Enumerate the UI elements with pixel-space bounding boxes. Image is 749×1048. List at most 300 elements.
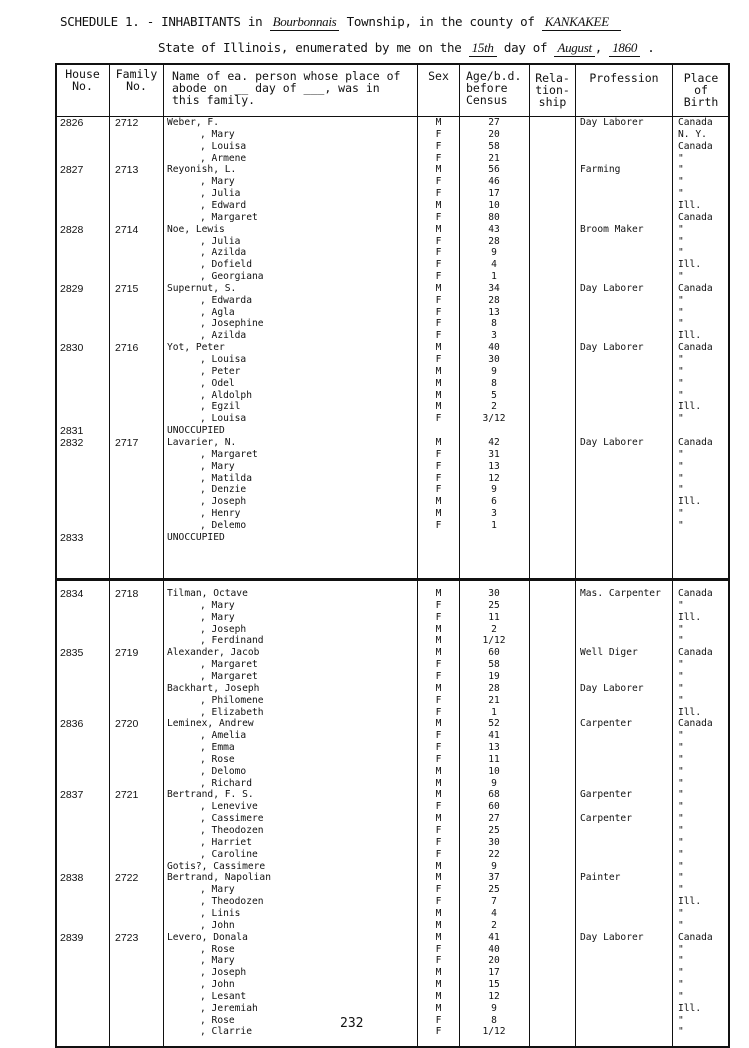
family-number: 2723 — [115, 931, 139, 944]
col-header-house: House No. — [65, 67, 100, 93]
sex-value: M — [435, 377, 442, 389]
schedule-title-line — [60, 14, 621, 31]
profession-value: Carpenter — [580, 718, 632, 730]
house-number: 2833 — [60, 531, 84, 544]
person-name: , Mary — [200, 884, 235, 896]
person-name: , Rose — [200, 1014, 235, 1026]
birth-place-value: Ill. — [678, 896, 702, 908]
sex-value: M — [435, 199, 442, 211]
age-value: 22 — [488, 848, 500, 860]
age-value: 1/12 — [482, 635, 506, 647]
age-value: 56 — [488, 164, 500, 176]
person-name: , Theodozen — [200, 825, 264, 836]
sex-value: F — [435, 294, 442, 306]
person-name: , Theodozen — [200, 896, 264, 908]
sex-value: M — [435, 365, 442, 377]
age-value: 21 — [488, 152, 500, 164]
person-name: , Lenevive — [200, 801, 258, 813]
profession-value: Day Laborer — [580, 282, 644, 294]
age-value: 58 — [488, 140, 500, 152]
age-value: 12 — [488, 990, 500, 1002]
house-number: 2830 — [60, 342, 84, 355]
sex-value: F — [435, 448, 442, 460]
birth-place-value: " — [678, 872, 684, 884]
sex-value: F — [435, 694, 442, 706]
birth-place-value: " — [678, 907, 684, 919]
sex-value: F — [435, 836, 442, 848]
col-header-family: Family No. — [115, 67, 158, 93]
birth-place-value: Canada — [678, 140, 713, 152]
person-name: , John — [200, 919, 235, 931]
birth-place-value: " — [678, 836, 684, 848]
person-name: , Joseph — [200, 623, 247, 635]
person-name: , Harriet — [200, 836, 252, 848]
birth-place-value: " — [678, 389, 684, 401]
person-name: , Agla — [200, 306, 235, 318]
family-number: 2719 — [115, 647, 139, 660]
birth-place-value: " — [678, 635, 684, 647]
birth-place-value: " — [678, 247, 684, 259]
birth-place-value: " — [678, 294, 684, 306]
sex-value: F — [435, 235, 442, 247]
birth-place-value: " — [678, 377, 684, 389]
sex-value: F — [435, 413, 442, 425]
sex-value: M — [435, 765, 442, 777]
age-value: 1/12 — [482, 1026, 506, 1038]
sex-value: M — [435, 872, 442, 884]
col-header-birth-place: Place of Birth — [683, 71, 719, 109]
sex-value: M — [435, 117, 442, 128]
birth-place-value: Canada — [678, 342, 713, 354]
age-value: 27 — [488, 813, 500, 825]
person-name: , Joseph — [200, 967, 247, 979]
day-field: 15th — [469, 40, 497, 57]
person-name: , John — [200, 979, 235, 991]
person-name: , Delomo — [200, 765, 247, 777]
col-sep-7 — [672, 63, 673, 1048]
birth-place-value: " — [678, 508, 684, 520]
house-number: 2829 — [60, 282, 84, 295]
house-number: 2832 — [60, 436, 84, 449]
sex-value: F — [435, 211, 442, 223]
sex-value: M — [435, 401, 442, 413]
sex-value: F — [435, 706, 442, 718]
person-name: , Louisa — [200, 354, 247, 365]
sex-value: F — [435, 152, 442, 164]
birth-place-value: " — [678, 884, 684, 896]
person-name: Lavarier, N. — [167, 436, 237, 448]
birth-place-value: " — [678, 682, 684, 694]
house-number: 2834 — [60, 588, 84, 600]
age-value: 28 — [488, 235, 500, 247]
age-value: 2 — [491, 919, 497, 931]
person-name: , Joseph — [200, 496, 247, 508]
col-header-name: Name of ea. person whose place of abode on __ day of ___, was in this family. — [172, 69, 401, 107]
family-number: 2722 — [115, 872, 139, 885]
house-number: 2826 — [60, 117, 84, 129]
birth-place-value: " — [678, 1014, 684, 1026]
person-name: Gotis?, Cassimere — [167, 860, 266, 872]
birth-place-value: Canada — [678, 436, 713, 448]
birth-place-value: " — [678, 306, 684, 318]
person-name: Yot, Peter — [167, 342, 225, 354]
sex-value: M — [435, 223, 442, 235]
person-name: , Armene — [200, 152, 247, 164]
profession-value: Well Diger — [580, 647, 638, 659]
birth-place-value: Ill. — [678, 496, 702, 508]
enumeration-prefix: State of Illinois, enumerated by me on the — [158, 40, 462, 55]
person-name: , Margaret — [200, 659, 258, 671]
sex-value: M — [435, 813, 442, 825]
age-value: 19 — [488, 670, 500, 682]
age-value: 5 — [491, 389, 497, 401]
age-value: 1 — [491, 519, 497, 531]
family-number: 2713 — [115, 164, 139, 177]
age-value: 13 — [488, 742, 500, 754]
sex-value: F — [435, 188, 442, 200]
person-name: , Denzie — [200, 484, 247, 496]
enumeration-line: State of Illinois, enumerated by me on the 15th day of August , 1860 . — [158, 40, 655, 55]
age-value: 46 — [488, 176, 500, 188]
sex-value: F — [435, 884, 442, 896]
house-number: 2827 — [60, 164, 84, 177]
person-name: , Odel — [200, 377, 235, 389]
person-name: , Cassimere — [200, 813, 264, 825]
age-value: 13 — [488, 460, 500, 472]
house-number: 2831 — [60, 425, 84, 438]
person-name: Weber, F. — [167, 117, 219, 128]
birth-place-value: Canada — [678, 588, 713, 599]
family-number: 2718 — [115, 588, 139, 600]
person-name: Tilman, Octave — [167, 588, 248, 599]
person-name: , Azilda — [200, 247, 247, 259]
age-value: 41 — [488, 931, 500, 943]
sex-value: F — [435, 1014, 442, 1026]
birth-place-value: " — [678, 825, 684, 836]
person-name: , Edward — [200, 199, 247, 211]
birth-place-value: " — [678, 223, 684, 235]
birth-place-value: " — [678, 152, 684, 164]
col-sep-2 — [163, 63, 164, 1048]
birth-place-value: Canada — [678, 931, 713, 943]
age-value: 4 — [491, 907, 497, 919]
birth-place-value: Ill. — [678, 706, 702, 718]
age-value: 17 — [488, 188, 500, 200]
birth-place-value: " — [678, 176, 684, 188]
month-field: August — [554, 40, 594, 57]
col-sep-5 — [529, 63, 530, 1048]
age-value: 42 — [488, 436, 500, 448]
age-value: 9 — [491, 777, 497, 789]
age-value: 25 — [488, 884, 500, 896]
person-name: , Georgiana — [200, 271, 264, 283]
person-name: , Margaret — [200, 211, 258, 223]
person-name: Levero, Donala — [167, 931, 248, 943]
col-sep-1 — [109, 63, 110, 1048]
sex-value: M — [435, 635, 442, 647]
sex-value: F — [435, 825, 442, 836]
birth-place-value: N. Y. — [678, 128, 707, 140]
profession-value: Day Laborer — [580, 436, 644, 448]
age-value: 8 — [491, 377, 497, 389]
sex-value: M — [435, 789, 442, 801]
age-value: 7 — [491, 896, 497, 908]
person-name: , Richard — [200, 777, 252, 789]
age-value: 11 — [488, 753, 500, 765]
census-table-top — [55, 63, 730, 581]
sex-value: F — [435, 128, 442, 140]
person-name: , Edwarda — [200, 294, 252, 306]
age-value: 60 — [488, 801, 500, 813]
sex-value: F — [435, 611, 442, 623]
birth-place-value: Ill. — [678, 259, 702, 271]
person-name: , Amelia — [200, 730, 247, 742]
age-value: 9 — [491, 860, 497, 872]
person-name: Noe, Lewis — [167, 223, 225, 235]
person-name: , Peter — [200, 365, 241, 377]
person-name: , Dofield — [200, 259, 252, 271]
family-number: 2717 — [115, 436, 139, 449]
family-number: 2720 — [115, 718, 139, 731]
person-name: Supernut, S. — [167, 282, 237, 294]
age-value: 30 — [488, 836, 500, 848]
person-name: , Jeremiah — [200, 1002, 258, 1014]
birth-place-value: " — [678, 765, 684, 777]
birth-place-value: Ill. — [678, 1002, 702, 1014]
sex-value: F — [435, 896, 442, 908]
sex-value: F — [435, 848, 442, 860]
birth-place-value: " — [678, 271, 684, 283]
person-name: , Clarrie — [200, 1026, 252, 1038]
person-name: , Egzil — [200, 401, 241, 413]
birth-place-value: Canada — [678, 647, 713, 659]
birth-place-value: " — [678, 484, 684, 496]
age-value: 10 — [488, 765, 500, 777]
age-value: 11 — [488, 611, 500, 623]
age-value: 28 — [488, 682, 500, 694]
birth-place-value: " — [678, 860, 684, 872]
profession-value: Day Laborer — [580, 682, 644, 694]
person-name: , Julia — [200, 188, 241, 200]
birth-place-value: Ill. — [678, 330, 702, 342]
age-value: 60 — [488, 647, 500, 659]
age-value: 20 — [488, 955, 500, 967]
age-value: 9 — [491, 247, 497, 259]
birth-place-value: " — [678, 164, 684, 176]
sex-value: M — [435, 777, 442, 789]
age-value: 6 — [491, 496, 497, 508]
person-name: , Mary — [200, 611, 235, 623]
age-value: 3 — [491, 330, 497, 342]
profession-value: Carpenter — [580, 813, 632, 825]
family-number: 2714 — [115, 223, 139, 236]
sex-value: M — [435, 979, 442, 991]
age-value: 9 — [491, 484, 497, 496]
person-name: Reyonish, L. — [167, 164, 237, 176]
sex-value: F — [435, 318, 442, 330]
page-number: 232 — [340, 1016, 364, 1031]
person-name: , Azilda — [200, 330, 247, 342]
enumeration-end: . — [647, 40, 655, 55]
profession-value: Garpenter — [580, 789, 632, 801]
sex-value: M — [435, 990, 442, 1002]
birth-place-value: " — [678, 990, 684, 1002]
sex-value: F — [435, 955, 442, 967]
birth-place-value: Canada — [678, 117, 713, 128]
profession-value: Day Laborer — [580, 931, 644, 943]
age-value: 41 — [488, 730, 500, 742]
profession-value: Broom Maker — [580, 223, 644, 235]
col-header-age: Age/b.d. before Census — [466, 69, 522, 107]
profession-value: Mas. Carpenter — [580, 588, 661, 599]
profession-value: Day Laborer — [580, 117, 644, 128]
age-value: 80 — [488, 211, 500, 223]
age-value: 20 — [488, 128, 500, 140]
col-sep-6 — [575, 63, 576, 1048]
sex-value: F — [435, 730, 442, 742]
col-header-profession: Profession — [589, 71, 659, 85]
age-value: 30 — [488, 354, 500, 365]
birth-place-value: " — [678, 448, 684, 460]
sex-value: M — [435, 342, 442, 354]
sex-value: F — [435, 801, 442, 813]
birth-place-value: " — [678, 1026, 684, 1038]
house-number: 2838 — [60, 872, 84, 885]
age-value: 30 — [488, 588, 500, 599]
birth-place-value: " — [678, 670, 684, 682]
house-number: 2837 — [60, 789, 84, 802]
person-name: , Caroline — [200, 848, 258, 860]
age-value: 12 — [488, 472, 500, 484]
birth-place-value: " — [678, 519, 684, 531]
birth-place-value: " — [678, 801, 684, 813]
sex-value: F — [435, 742, 442, 754]
person-name: Bertrand, Napolian — [167, 872, 271, 884]
sex-value: F — [435, 519, 442, 531]
sex-value: M — [435, 682, 442, 694]
sex-value: F — [435, 259, 442, 271]
sex-value: F — [435, 472, 442, 484]
birth-place-value: " — [678, 813, 684, 825]
col-header-relationship: Rela- tion- ship — [535, 71, 570, 109]
person-name: , Mary — [200, 128, 235, 140]
age-value: 31 — [488, 448, 500, 460]
person-name: , Henry — [200, 508, 241, 520]
age-value: 8 — [491, 1014, 497, 1026]
birth-place-value: " — [678, 235, 684, 247]
age-value: 4 — [491, 259, 497, 271]
birth-place-value: " — [678, 742, 684, 754]
schedule-title-prefix: SCHEDULE 1. - INHABITANTS in — [60, 14, 263, 29]
age-value: 58 — [488, 659, 500, 671]
age-value: 27 — [488, 117, 500, 128]
birth-place-value: " — [678, 753, 684, 765]
person-name: , Aldolph — [200, 389, 252, 401]
age-value: 3/12 — [482, 413, 506, 425]
age-value: 1 — [491, 706, 497, 718]
birth-place-value: " — [678, 599, 684, 611]
birth-place-value: " — [678, 413, 684, 425]
sex-value: M — [435, 718, 442, 730]
age-value: 1 — [491, 271, 497, 283]
sex-value: F — [435, 670, 442, 682]
house-number: 2828 — [60, 223, 84, 236]
birth-place-value: " — [678, 694, 684, 706]
person-name: , Delemo — [200, 519, 247, 531]
person-name: , Mary — [200, 176, 235, 188]
birth-place-value: " — [678, 188, 684, 200]
age-value: 17 — [488, 967, 500, 979]
age-value: 40 — [488, 342, 500, 354]
age-value: 2 — [491, 401, 497, 413]
birth-place-value: " — [678, 472, 684, 484]
birth-place-value: " — [678, 979, 684, 991]
birth-place-value: " — [678, 789, 684, 801]
person-name: , Mary — [200, 460, 235, 472]
profession-value: Day Laborer — [580, 342, 644, 354]
sex-value: F — [435, 943, 442, 955]
birth-place-value: Ill. — [678, 199, 702, 211]
age-value: 37 — [488, 872, 500, 884]
person-name: , Emma — [200, 742, 235, 754]
age-value: 43 — [488, 223, 500, 235]
birth-place-value: " — [678, 460, 684, 472]
county-field: KANKAKEE — [542, 14, 621, 31]
person-name: UNOCCUPIED — [167, 531, 225, 543]
family-number: 2712 — [115, 117, 139, 129]
person-name: , Louisa — [200, 140, 247, 152]
sex-value: M — [435, 907, 442, 919]
sex-value: M — [435, 496, 442, 508]
year-field: 1860 — [609, 40, 640, 57]
age-value: 2 — [491, 623, 497, 635]
person-name: , Margaret — [200, 670, 258, 682]
age-value: 13 — [488, 306, 500, 318]
sex-value: M — [435, 860, 442, 872]
sex-value: M — [435, 389, 442, 401]
person-name: , Lesant — [200, 990, 247, 1002]
sex-value: F — [435, 753, 442, 765]
person-name: , Matilda — [200, 472, 252, 484]
birth-place-value: " — [678, 777, 684, 789]
age-value: 10 — [488, 199, 500, 211]
age-value: 34 — [488, 282, 500, 294]
sex-value: F — [435, 271, 442, 283]
sex-value: F — [435, 1026, 442, 1038]
person-name: , Josephine — [200, 318, 264, 330]
sex-value: F — [435, 306, 442, 318]
sex-value: M — [435, 164, 442, 176]
age-value: 3 — [491, 508, 497, 520]
person-name: , Philomene — [200, 694, 264, 706]
birth-place-value: " — [678, 318, 684, 330]
age-value: 9 — [491, 365, 497, 377]
person-name: , Julia — [200, 235, 241, 247]
person-name: UNOCCUPIED — [167, 425, 225, 437]
sex-value: M — [435, 1002, 442, 1014]
sex-value: M — [435, 931, 442, 943]
schedule-title-mid: Township, in the county of — [346, 14, 535, 29]
sex-value: F — [435, 484, 442, 496]
person-name: , Rose — [200, 753, 235, 765]
birth-place-value: " — [678, 943, 684, 955]
house-number: 2835 — [60, 647, 84, 660]
person-name: , Elizabeth — [200, 706, 264, 718]
person-name: Backhart, Joseph — [167, 682, 260, 694]
sex-value: M — [435, 623, 442, 635]
birth-place-value: Canada — [678, 282, 713, 294]
sex-value: F — [435, 460, 442, 472]
